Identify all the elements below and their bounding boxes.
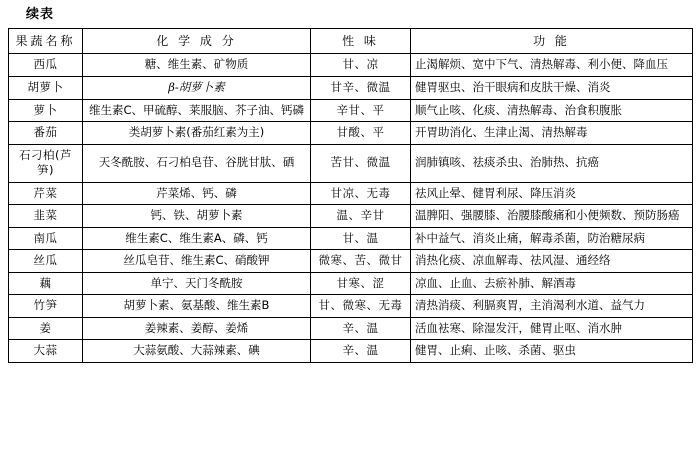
cell-function: 活血袪寒、除湿发汗，健胃止呕、消水肿 xyxy=(411,317,693,340)
cell-name: 竹笋 xyxy=(9,295,83,318)
table-row xyxy=(9,182,693,205)
cell-name: 姜 xyxy=(9,317,83,340)
table-row xyxy=(9,295,693,318)
cell-composition: 大蒜氨酸、大蒜辣素、碘 xyxy=(83,340,311,363)
cell-composition: β-胡萝卜素 xyxy=(83,77,311,100)
table-row xyxy=(9,122,693,145)
cell-function: 顺气止咳、化痰、清热解毒、治食积腹胀 xyxy=(411,99,693,122)
fruit-vegetable-table xyxy=(8,28,693,362)
cell-function: 凉血、止血、去瘀补肺、解酒毒 xyxy=(411,272,693,295)
table-row xyxy=(9,99,693,122)
cell-function: 止渴解烦、宽中下气、清热解毒、利小便、降血压 xyxy=(411,54,693,77)
table-row xyxy=(9,250,693,273)
cell-composition: 糖、维生素、矿物质 xyxy=(83,54,311,77)
cell-taste: 辛、温 xyxy=(311,317,411,340)
cell-taste: 甘酸、平 xyxy=(311,122,411,145)
cell-name: 萝卜 xyxy=(9,99,83,122)
cell-composition: 钙、铁、胡萝卜素 xyxy=(83,205,311,228)
cell-name: 芹菜 xyxy=(9,182,83,205)
column-header-composition: 化 学 成 分 xyxy=(83,29,311,54)
table-caption: 续表 xyxy=(26,7,55,22)
cell-function: 补中益气、消炎止痛，解毒杀菌，防治糖尿病 xyxy=(411,227,693,250)
cell-name: 大蒜 xyxy=(9,340,83,363)
cell-composition: 类胡萝卜素(番茄红素为主) xyxy=(83,122,311,145)
column-header-taste: 性 味 xyxy=(311,29,411,54)
table-row xyxy=(9,340,693,363)
column-header-function: 功 能 xyxy=(411,29,693,54)
cell-composition: 胡萝卜素、氨基酸、维生素B xyxy=(83,295,311,318)
cell-composition: 天冬酰胺、石刁柏皂苷、谷胱甘肽、硒 xyxy=(83,144,311,182)
cell-function: 健胃、止痢、止咳、杀菌、驱虫 xyxy=(411,340,693,363)
cell-name: 石刁柏(芦笋) xyxy=(9,144,83,182)
table-row xyxy=(9,77,693,100)
cell-function: 消热化痰、凉血解毒、祛风湿、通经络 xyxy=(411,250,693,273)
cell-composition: 维生素C、甲硫醇、莱服脑、芥子油、钙磷 xyxy=(83,99,311,122)
cell-taste: 苦甘、微温 xyxy=(311,144,411,182)
table-header-row xyxy=(9,29,693,54)
table-row xyxy=(9,272,693,295)
table-row xyxy=(9,317,693,340)
cell-name: 韭菜 xyxy=(9,205,83,228)
cell-name: 南瓜 xyxy=(9,227,83,250)
cell-function: 温脾阳、强腰膝、治腰膝酸痛和小便频数、预防肠癌 xyxy=(411,205,693,228)
cell-composition: 单宁、天门冬酰胺 xyxy=(83,272,311,295)
cell-function: 开胃助消化、生津止渴、清热解毒 xyxy=(411,122,693,145)
cell-taste: 甘辛、微温 xyxy=(311,77,411,100)
cell-composition: 芹菜烯、钙、磷 xyxy=(83,182,311,205)
cell-name: 丝瓜 xyxy=(9,250,83,273)
cell-name: 胡萝卜 xyxy=(9,77,83,100)
cell-function: 祛风止晕、健胃利尿、降压消炎 xyxy=(411,182,693,205)
table-row xyxy=(9,227,693,250)
cell-composition: 维生素C、维生素A、磷、钙 xyxy=(83,227,311,250)
cell-taste: 甘凉、无毒 xyxy=(311,182,411,205)
cell-composition: 姜辣素、姜醇、姜烯 xyxy=(83,317,311,340)
cell-taste: 温、辛甘 xyxy=(311,205,411,228)
cell-name: 藕 xyxy=(9,272,83,295)
cell-function: 健胃驱虫、治干眼病和皮肤干燥、消炎 xyxy=(411,77,693,100)
cell-name: 番茄 xyxy=(9,122,83,145)
cell-taste: 甘、温 xyxy=(311,227,411,250)
cell-taste: 辛、温 xyxy=(311,340,411,363)
cell-composition: 丝瓜皂苷、维生素C、硝酸钾 xyxy=(83,250,311,273)
table-row xyxy=(9,205,693,228)
cell-taste: 微寒、苦、微甘 xyxy=(311,250,411,273)
cell-taste: 甘、微寒、无毒 xyxy=(311,295,411,318)
cell-function: 清热消痰、利膈爽胃，主消渴利水道、益气力 xyxy=(411,295,693,318)
table-row xyxy=(9,54,693,77)
cell-name: 西瓜 xyxy=(9,54,83,77)
cell-taste: 辛甘、平 xyxy=(311,99,411,122)
table-row xyxy=(9,144,693,182)
table-body xyxy=(9,54,693,362)
cell-taste: 甘寒、涩 xyxy=(311,272,411,295)
column-header-name: 果蔬名称 xyxy=(9,29,83,54)
cell-function: 润肺镇咳、祛痰杀虫、治肺热、抗癌 xyxy=(411,144,693,182)
table-head xyxy=(9,29,693,54)
cell-taste: 甘、凉 xyxy=(311,54,411,77)
